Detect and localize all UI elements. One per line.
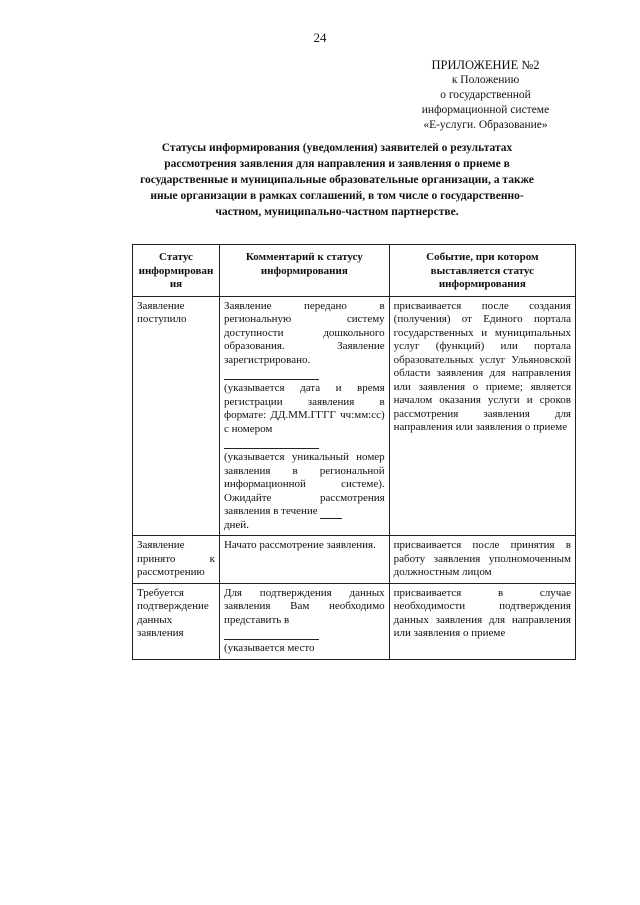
appendix-line: «Е-услуги. Образование»: [423, 119, 548, 131]
comment-text: Заявление передано в региональную систему доступности дошкольного образования. Заявление зарегистрировано.: [223, 299, 385, 366]
comment-text: (указывается дата и время регистрации заявления в формате: ДД.ММ.ГГГГ чч:мм:сс) с номером: [223, 382, 385, 435]
column-header-comment: Комментарий к статусу информирования: [219, 245, 389, 297]
column-header-event: Событие, при котором выставляется статус информирования: [389, 245, 575, 297]
appendix-line: о государственной: [440, 89, 531, 101]
page-number: 24: [313, 30, 327, 45]
column-header-status: Статус информирован ия: [133, 245, 220, 297]
comment-cell: [219, 583, 389, 659]
event-cell: присваивается после создания (получения) от Единого портала государственных и муниципальных услуг (функций) или портала образовательных услуг Ульяновской области заявления для направления или заявления о приеме; является началом оказания услуги и сроков рассмотрения заявления для направления или заявления о приеме: [389, 296, 575, 536]
event-cell: присваивается после принятия в работу заявления уполномоченным должностным лицом: [389, 536, 575, 584]
comment-text: дней.: [223, 518, 249, 531]
blank-field-line: [224, 436, 319, 449]
table-row: [133, 583, 576, 659]
table-row: [133, 296, 576, 536]
table-header-row: [133, 245, 576, 297]
blank-field-line: [224, 627, 319, 640]
comment-text-span: (указывается уникальный номер заявления в региональной информационной системе). Ожидайте рассмотрения заявления в течение: [223, 451, 385, 517]
status-table: [132, 244, 576, 660]
comment-cell: [219, 296, 389, 536]
table-row: [133, 536, 576, 584]
comment-cell: Начато рассмотрение заявления.: [219, 536, 389, 584]
appendix-heading: ПРИЛОЖЕНИЕ №2: [431, 58, 540, 72]
status-cell: Заявление принято к рассмотрению: [133, 536, 220, 584]
appendix-line: к Положению: [451, 74, 520, 86]
comment-text: [224, 451, 385, 519]
comment-text: (указывается место: [223, 642, 315, 654]
event-cell: присваивается в случае необходимости подтверждения данных заявления для направления или заявления о приеме: [389, 583, 575, 659]
blank-field-line: [224, 367, 319, 380]
document-title: Статусы информирования (уведомления) заявителей о результатах рассмотрения заявления для направления и заявления о приеме в государственные и муниципальные образовательные организации, а также иные организации в рамках соглашений, в том числе о государственно-частном, муниципально-частном партнерстве.: [140, 142, 534, 218]
appendix-line: информационной системе: [421, 104, 550, 116]
status-cell: Заявление поступило: [133, 296, 220, 536]
appendix-block: [393, 58, 578, 133]
blank-field-line: [320, 508, 342, 519]
comment-text: Для подтверждения данных заявления Вам необходимо представить в: [223, 586, 385, 626]
status-cell: Требуется подтверждение данных заявления: [133, 583, 220, 659]
